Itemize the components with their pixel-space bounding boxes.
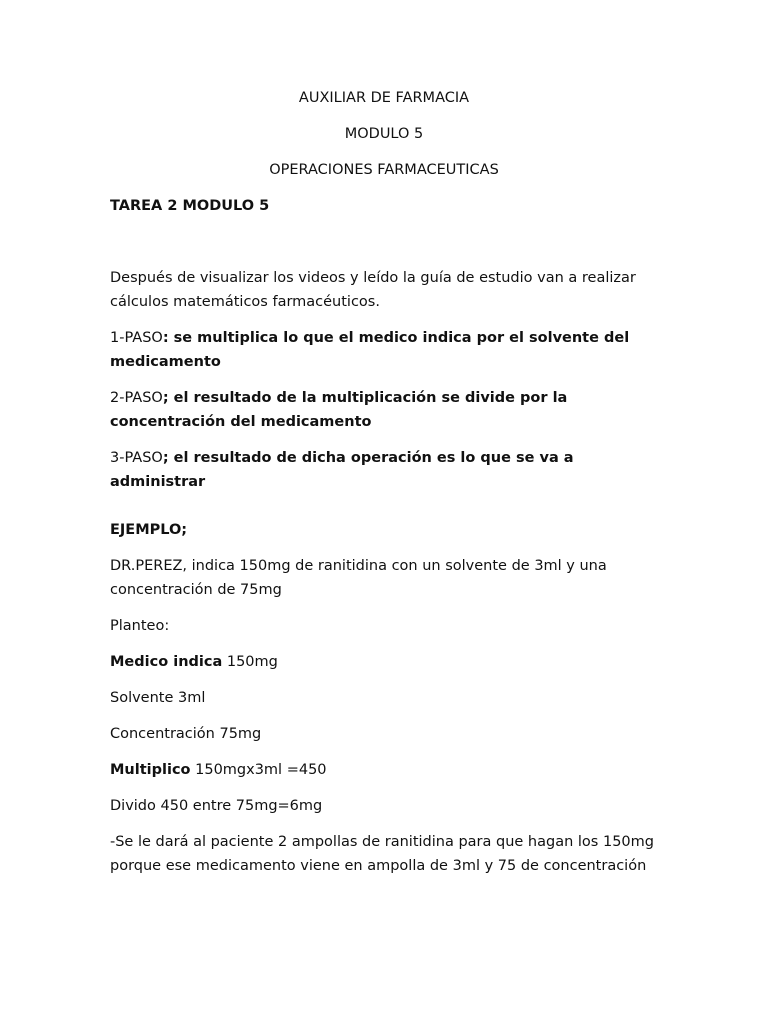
example-item-solvente [110,686,670,710]
example-item-multiplico [110,758,670,782]
item-label: Divido [110,798,156,814]
item-value: 450 entre 75mg=6mg [155,798,323,814]
item-label: Concentración [110,726,215,742]
example-item-concentracion [110,722,670,746]
item-value: 75mg [214,726,262,742]
example-statement: DR.PEREZ, indica 150mg de ranitidina con un solvente de 3ml y una concentración de 75mg [110,558,607,598]
item-label: Multiplico [110,762,191,778]
step-1-text: : se multiplica lo que el medico indica por el solvente del medicamento [110,330,630,370]
task-title: TAREA 2 MODULO 5 [110,198,270,214]
step-1-label: 1-PASO [110,330,163,346]
item-value: 150mgx3ml =450 [190,762,327,778]
header-course: AUXILIAR DE FARMACIA [298,90,470,106]
step-3-text: ; el resultado de dicha operación es lo que se va a administrar [110,450,574,490]
item-value: 150mg [222,654,278,670]
step-2-label: 2-PASO [110,390,163,406]
step-3-label: 3-PASO [110,450,163,466]
step-2-text: ; el resultado de la multiplicación se divide por la concentración del medicamento [110,390,568,430]
item-label: Solvente [110,690,174,706]
intro-paragraph: Después de visualizar los videos y leído la guía de estudio van a realizar cálculos matemáticos farmacéuticos. [110,270,636,310]
item-value: 3ml [173,690,206,706]
example-title: EJEMPLO; [110,522,188,538]
example-conclusion: -Se le dará al paciente 2 ampollas de ranitidina para que hagan los 150mg porque ese medicamento viene en ampolla de 3ml y 75 de concentración [110,834,654,874]
step-3 [110,446,670,494]
example-planteo: Planteo: [110,618,170,634]
example-item-divido [110,794,670,818]
header-module: MODULO 5 [344,126,424,142]
example-item-medico [110,650,670,674]
header-subject: OPERACIONES FARMACEUTICAS [269,162,499,178]
step-2 [110,386,670,434]
step-1 [110,326,670,374]
item-label: Medico indica [110,654,223,670]
